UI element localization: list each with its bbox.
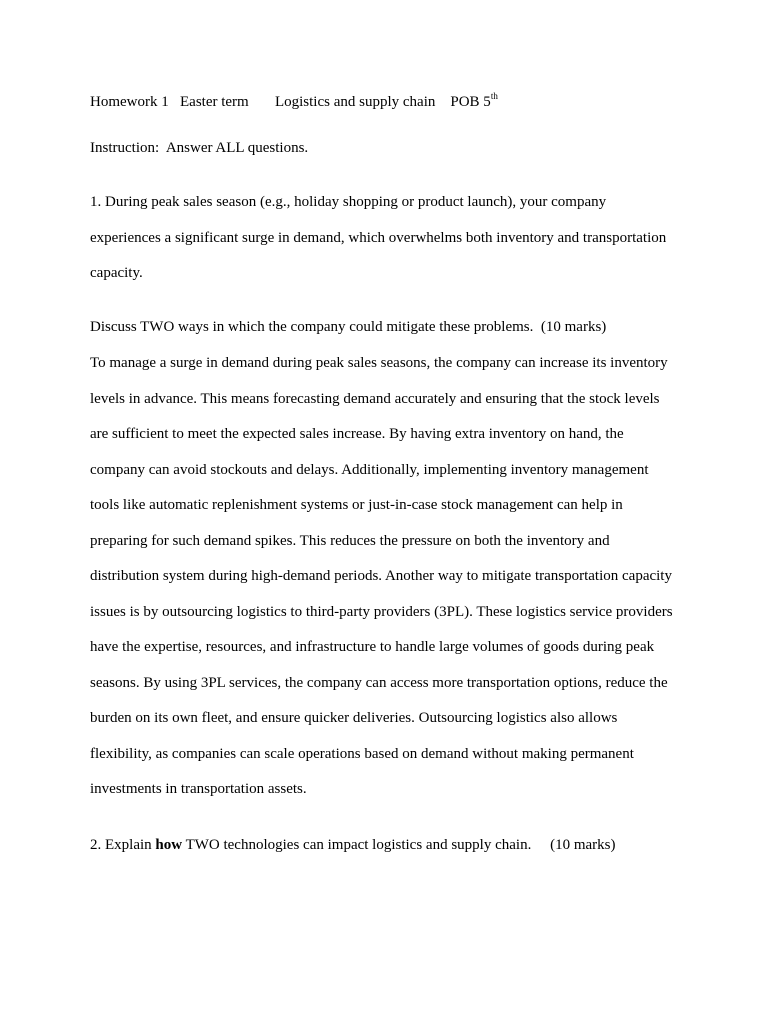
term-label: Easter term xyxy=(180,94,249,110)
class-suffix: th xyxy=(490,91,498,101)
question-2-marks: (10 marks) xyxy=(550,837,616,853)
answer-line: distribution system during high-demand periods. Another way to mitigate transportation capacity xyxy=(90,568,672,584)
question-1-line: 1. During peak sales season (e.g., holiday shopping or product launch), your company xyxy=(90,194,607,210)
question-2-prefix: 2. Explain xyxy=(90,837,156,853)
document-header xyxy=(90,93,498,111)
homework-title: Homework 1 xyxy=(90,94,169,110)
question-1-line: capacity. xyxy=(90,265,143,281)
answer-line: levels in advance. This means forecasting demand accurately and ensuring that the stock levels xyxy=(90,390,660,407)
answer-line: seasons. By using 3PL services, the company can access more transportation options, reduce the xyxy=(90,674,668,691)
answer-line: To manage a surge in demand during peak sales seasons, the company can increase its inventory xyxy=(90,355,668,371)
class-label: POB 5th xyxy=(450,91,498,110)
answer-line: have the expertise, resources, and infrastructure to handle large volumes of goods during peak xyxy=(90,639,655,655)
answer-line: are sufficient to meet the expected sales increase. By having extra inventory on hand, the xyxy=(90,426,624,442)
question-2 xyxy=(90,836,615,854)
question-1-line: experiences a significant surge in demand, which overwhelms both inventory and transportation xyxy=(90,230,667,246)
question-1-prompt: Discuss TWO ways in which the company could mitigate these problems. (10 marks) xyxy=(90,319,607,335)
instruction-text: Instruction: Answer ALL questions. xyxy=(90,140,309,156)
answer-line: flexibility, as companies can scale operations based on demand without making permanent xyxy=(90,745,634,762)
answer-line: investments in transportation assets. xyxy=(90,781,307,797)
answer-line: issues is by outsourcing logistics to third-party providers (3PL). These logistics service providers xyxy=(90,603,673,620)
answer-line: preparing for such demand spikes. This reduces the pressure on both the inventory and xyxy=(90,532,610,549)
answer-line: burden on its own fleet, and ensure quicker deliveries. Outsourcing logistics also allows xyxy=(90,710,618,726)
answer-line: company can avoid stockouts and delays. Additionally, implementing inventory management xyxy=(90,461,649,478)
answer-line: tools like automatic replenishment systems or just-in-case stock management can help in xyxy=(90,497,623,513)
question-2-suffix: TWO technologies can impact logistics and supply chain. xyxy=(182,837,532,853)
question-2-emphasis: how xyxy=(155,837,183,853)
course-name: Logistics and supply chain xyxy=(274,94,436,110)
